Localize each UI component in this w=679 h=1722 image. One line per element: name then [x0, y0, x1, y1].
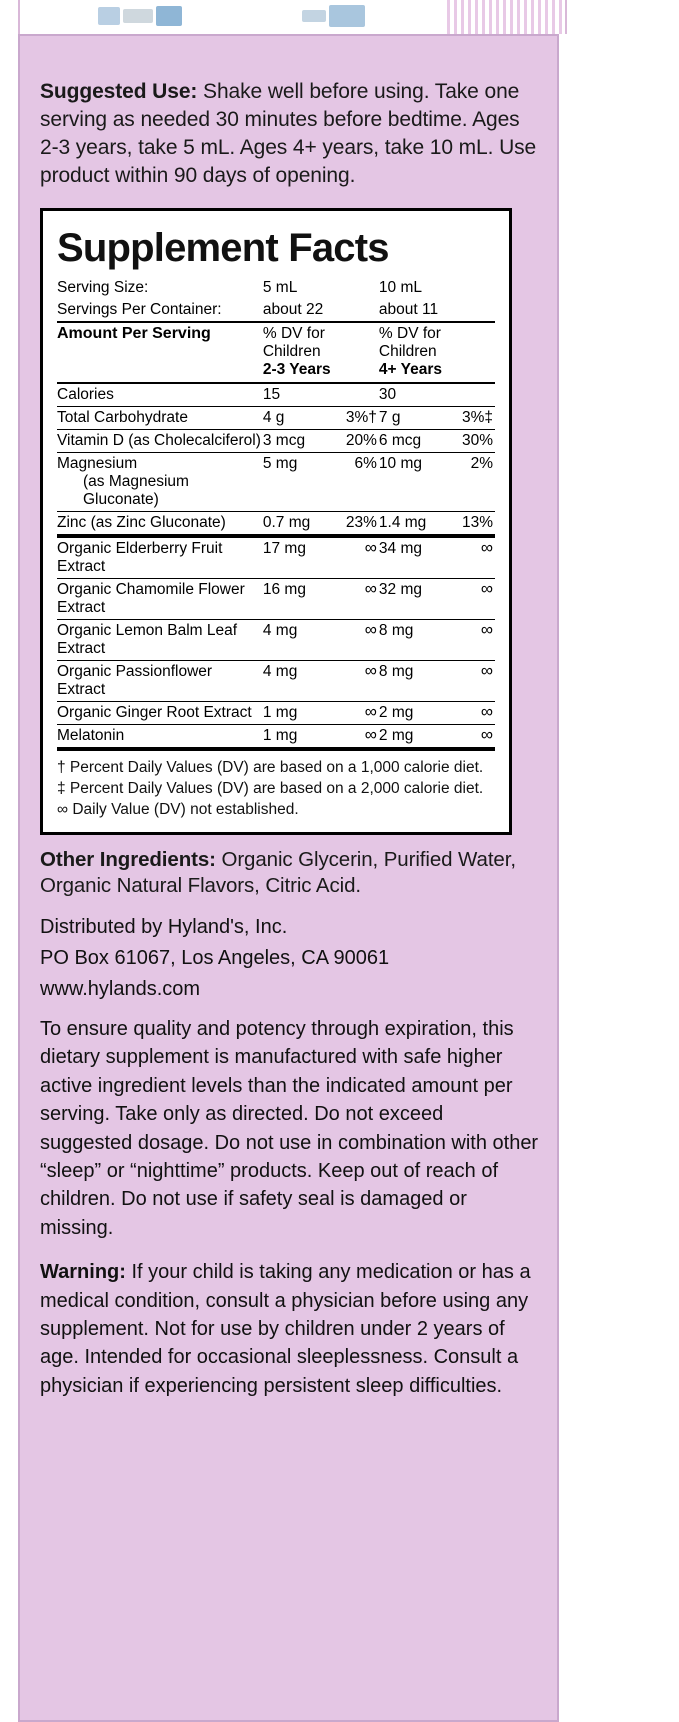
dv-b: 13% — [461, 513, 493, 531]
dv-header-a-line2: Children — [262, 342, 321, 360]
table-row — [57, 536, 495, 579]
strip-icon-group-left — [98, 4, 182, 28]
nutrient-value-a — [263, 701, 379, 724]
amount-per-serving-label: Amount Per Serving — [57, 322, 263, 383]
nutrient-name: Organic Ginger Root Extract — [57, 701, 263, 724]
dv-header-b-line1: % DV for — [378, 324, 441, 342]
nutrient-name: Organic Elderberry Fruit Extract — [57, 536, 263, 579]
suggested-use-text: Shake well before using. Take one serving as needed 30 minutes before bedtime. Ages 2-3 years, take 5 mL. Ages 4+ years, take 10 mL. Use product within 90 days of opening. — [40, 80, 542, 187]
strip-icon-group-right — [302, 4, 365, 28]
table-row — [57, 429, 495, 452]
nutrient-value-b — [379, 724, 495, 749]
amount-per-serving-header-row — [57, 322, 495, 383]
servings-per-container-label: Servings Per Container: — [57, 299, 263, 322]
nutrient-value-a — [263, 429, 379, 452]
dv-a: ∞ — [364, 578, 377, 598]
suggested-use-label: Suggested Use: — [40, 80, 198, 103]
amount-b: 32 mg — [378, 580, 423, 598]
table-row — [57, 383, 495, 407]
nutrient-value-b — [379, 383, 495, 407]
amount-a: 0.7 mg — [262, 513, 311, 531]
dv-a: ∞ — [364, 701, 377, 721]
nutrient-value-a — [263, 578, 379, 619]
dv-a: 6% — [354, 454, 377, 472]
quality-note-text: To ensure quality and potency through expiration, this dietary supplement is manufactured with safe higher active ingredient levels than the indicated amount per serving. Take only as directed. Do not exceed suggested dosage. Do not use in combination with other “sleep” or “nighttime” products. Keep out of reach of children. Do not use if safety seal is damaged or missing. — [40, 1018, 539, 1239]
warning-block — [40, 1258, 540, 1400]
amount-b: 2 mg — [378, 703, 414, 721]
strip-block-icon — [329, 5, 365, 27]
product-package — [18, 0, 563, 1722]
distributor-name: Distributed by Hyland's, Inc. — [40, 916, 288, 939]
amount-b: 6 mcg — [378, 431, 422, 449]
dv-b: ∞ — [480, 619, 493, 639]
strip-block-icon — [156, 6, 182, 26]
package-top-strip — [18, 0, 567, 34]
amount-a: 4 g — [262, 408, 285, 426]
dv-a: 20% — [345, 431, 377, 449]
table-row — [57, 701, 495, 724]
dv-a: ∞ — [364, 619, 377, 639]
table-row — [57, 619, 495, 660]
nutrient-value-a — [263, 511, 379, 536]
warning-label: Warning: — [40, 1261, 126, 1284]
other-ingredients-label: Other Ingredients: — [40, 847, 216, 871]
nutrient-name: Zinc (as Zinc Gluconate) — [57, 511, 263, 536]
dv-b: 2% — [470, 454, 493, 472]
nutrient-value-a — [263, 383, 379, 407]
nutrient-name: Organic Passionflower Extract — [57, 660, 263, 701]
nutrient-name: Melatonin — [57, 724, 263, 749]
nutrient-value-b — [379, 701, 495, 724]
distributor-block — [40, 912, 540, 1005]
table-row — [57, 452, 495, 511]
other-ingredients-block — [40, 847, 540, 900]
nutrient-value-b — [379, 619, 495, 660]
table-row — [57, 511, 495, 536]
strip-block-icon — [123, 9, 153, 23]
dv-b: 3%‡ — [461, 408, 493, 426]
nutrient-name: Organic Lemon Balm Leaf Extract — [57, 619, 263, 660]
amount-a: 1 mg — [262, 726, 298, 744]
nutrient-value-b — [379, 536, 495, 579]
dv-b: ∞ — [480, 724, 493, 744]
amount-a: 4 mg — [262, 621, 298, 639]
nutrient-name: Vitamin D (as Cholecalciferol) — [57, 429, 263, 452]
serving-size-value-b: 10 mL — [378, 278, 423, 296]
strip-stripes — [447, 0, 565, 34]
amount-b: 7 g — [378, 408, 401, 426]
servings-per-container-row — [57, 299, 495, 322]
amount-b: 10 mg — [378, 454, 423, 472]
serving-size-row — [57, 277, 495, 299]
distributor-address: PO Box 61067, Los Angeles, CA 90061 — [40, 947, 390, 970]
nutrient-value-a — [263, 619, 379, 660]
supplement-facts-box — [40, 208, 512, 835]
dv-header-b-line2: Children — [378, 342, 437, 360]
nutrient-name: Organic Chamomile Flower Extract — [57, 578, 263, 619]
amount-b: 34 mg — [378, 539, 423, 557]
servings-value-a: about 22 — [263, 299, 379, 322]
nutrient-value-b — [379, 406, 495, 429]
amount-b: 2 mg — [378, 726, 414, 744]
nutrient-value-b — [379, 578, 495, 619]
footnote-infinity: ∞ Daily Value (DV) not established. — [57, 800, 299, 818]
serving-size-value-a: 5 mL — [262, 278, 298, 296]
nutrient-name-group — [57, 452, 263, 511]
nutrient-value-b — [379, 660, 495, 701]
nutrient-value-b — [379, 452, 495, 511]
footnote-dagger: † Percent Daily Values (DV) are based on a 1,000 calorie diet. — [57, 758, 484, 776]
dv-b: ∞ — [480, 578, 493, 598]
dv-header-children-4plus — [379, 322, 495, 383]
amount-b: 30 — [378, 385, 397, 403]
servings-value-b: about 11 — [379, 299, 495, 322]
other-ingredients-text: Organic Glycerin, Purified Water, Organic Natural Flavors, Citric Acid. — [40, 847, 522, 898]
dv-b: ∞ — [480, 537, 493, 557]
dv-b: 30% — [461, 431, 493, 449]
table-row — [57, 406, 495, 429]
nutrient-value-a — [263, 724, 379, 749]
amount-a: 4 mg — [262, 662, 298, 680]
amount-b: 8 mg — [378, 662, 414, 680]
amount-b: 1.4 mg — [378, 513, 427, 531]
footnote-double-dagger: ‡ Percent Daily Values (DV) are based on a 2,000 calorie diet. — [57, 779, 484, 797]
amount-b: 8 mg — [378, 621, 414, 639]
nutrient-value-a — [263, 406, 379, 429]
amount-a: 17 mg — [262, 539, 306, 557]
warning-text: If your child is taking any medication or has a medical condition, consult a physician before using any supplement. Not for use by children under 2 years of age. Intended for occasional sleeplessness. Consult a physician if experiencing persistent sleep difficulties. — [40, 1261, 537, 1397]
nutrient-value-a — [263, 536, 379, 579]
table-row — [57, 578, 495, 619]
dv-a: 23% — [345, 513, 377, 531]
nutrient-name: Calories — [57, 383, 263, 407]
nutrient-value-a — [263, 660, 379, 701]
amount-a: 15 — [262, 385, 281, 403]
distributor-website: www.hylands.com — [40, 978, 201, 1001]
dv-b: ∞ — [480, 660, 493, 680]
nutrient-value-b — [379, 511, 495, 536]
nutrient-source: (as Magnesium Gluconate) — [83, 472, 189, 508]
dv-a: 3%† — [345, 408, 377, 426]
nutrient-value-b — [379, 429, 495, 452]
dv-header-a-line3: 2-3 Years — [262, 361, 331, 379]
amount-a: 3 mcg — [262, 431, 306, 449]
suggested-use-block — [40, 78, 540, 190]
dv-header-children-2-3 — [263, 322, 379, 383]
package-back-panel — [18, 34, 559, 1722]
amount-a: 16 mg — [262, 580, 306, 598]
table-row — [57, 724, 495, 749]
dv-a: ∞ — [364, 537, 377, 557]
amount-a: 5 mg — [262, 454, 298, 472]
dv-b: ∞ — [480, 701, 493, 721]
dv-header-a-line1: % DV for — [262, 324, 325, 342]
table-row — [57, 660, 495, 701]
dv-header-b-line3: 4+ Years — [378, 361, 442, 379]
supplement-facts-footnotes — [57, 757, 495, 820]
dv-a: ∞ — [364, 724, 377, 744]
strip-block-icon — [302, 10, 326, 22]
amount-a: 1 mg — [262, 703, 298, 721]
supplement-facts-table — [57, 277, 495, 751]
nutrient-name: Total Carbohydrate — [57, 406, 263, 429]
nutrient-value-a — [263, 452, 379, 511]
serving-size-label: Serving Size: — [57, 278, 149, 296]
nutrient-name: Magnesium — [57, 454, 138, 472]
supplement-facts-title: Supplement Facts — [57, 225, 389, 270]
strip-block-icon — [98, 7, 120, 25]
dv-a: ∞ — [364, 660, 377, 680]
